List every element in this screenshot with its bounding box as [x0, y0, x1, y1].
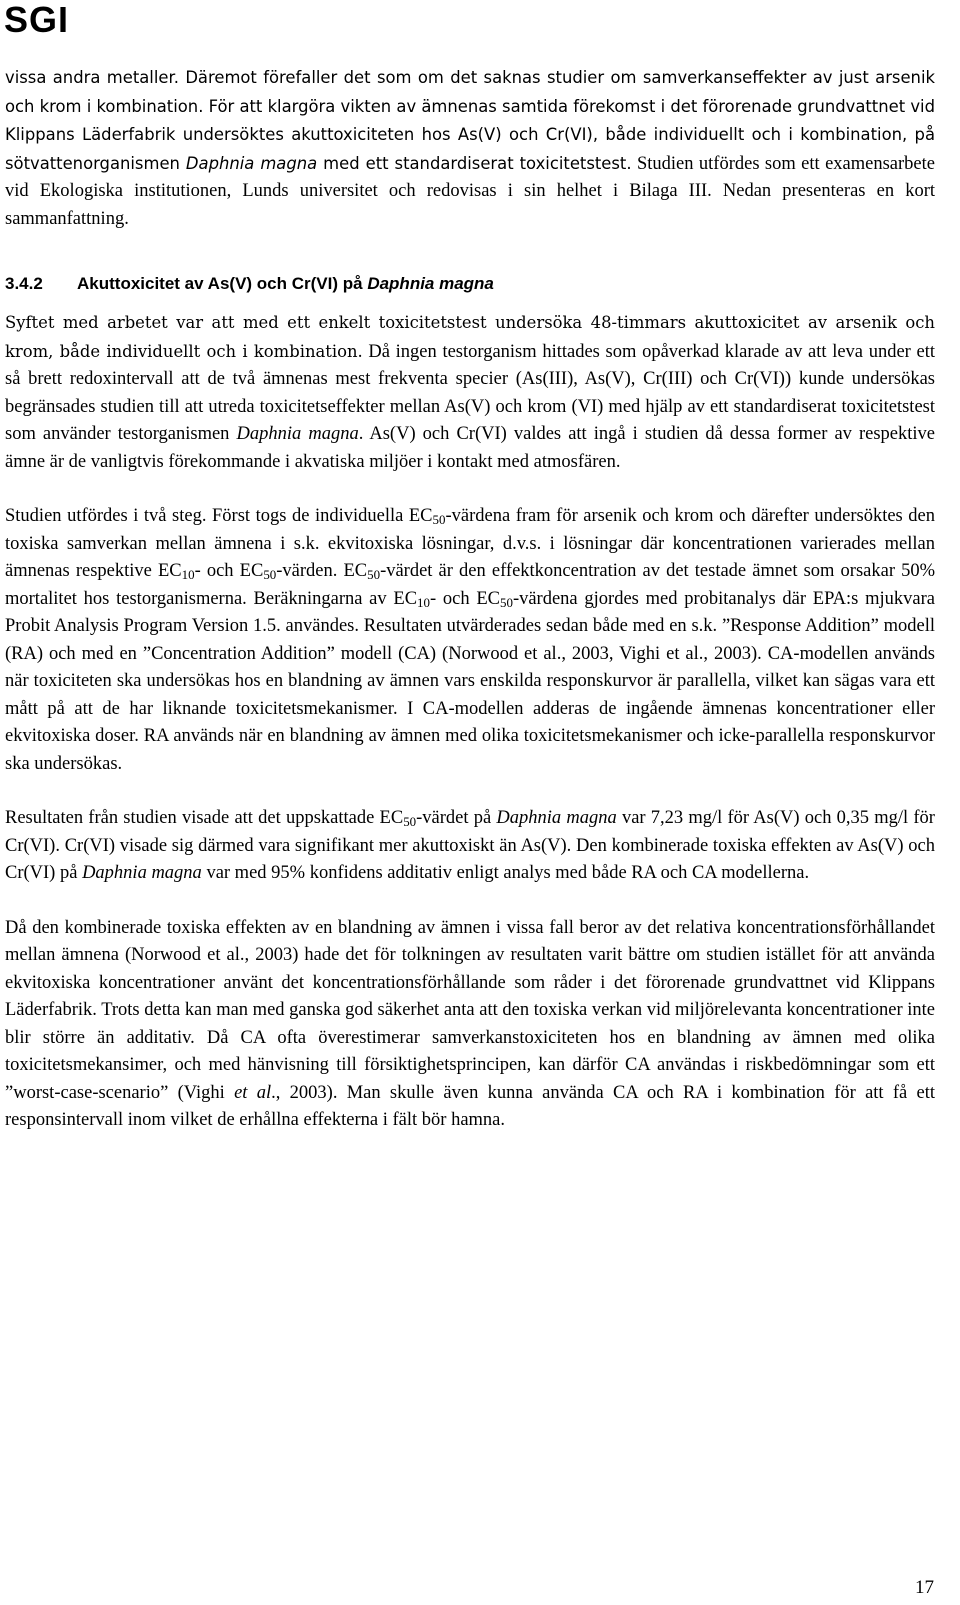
- results-text-4: var med 95% konfidens additativ enligt analys med både RA och CA modellerna.: [201, 863, 810, 883]
- results-text-3: var 7,23 mg/l för As(V) och 0,35 mg/l för Cr(VI). Cr(VI) visade sig därmed vara signifikant mer akuttoxiskt än As(V). Den kombinerade toxiska effekten av As(V) och Cr(VI) på: [5, 808, 935, 883]
- discussion-etal: et al: [234, 1082, 272, 1103]
- method-text-1: Studien utfördes i två steg. Först togs de individuella EC: [5, 506, 433, 526]
- intro-species: Daphnia magna: [185, 153, 318, 173]
- section-title: Akuttoxicitet av As(V) och Cr(VI) på: [77, 274, 368, 293]
- ec10-subscript: 10: [181, 567, 195, 583]
- results-text-1: Resultaten från studien visade att det uppskattade EC: [5, 808, 404, 828]
- intro-text-2: med ett standardiserat toxicitetstest.: [317, 153, 632, 173]
- intro-paragraph: [5, 64, 935, 233]
- results-species: Daphnia magna: [496, 808, 617, 828]
- intro-text-1: vissa andra metaller. Däremot förefaller det som om det saknas studier om samverkanseffekter av just arsenik och krom i kombination. För att klargöra vikten av ämnenas samtida förekomst i det förorenade grundvattnet vid Klippans Läderfabrik undersöktes akuttoxiciteten hos As(V) och Cr(VI), både individuellt och i kombination, på sötvattenorganismen: [5, 68, 935, 173]
- ec50-subscript: 50: [403, 814, 417, 830]
- page-number: 17: [915, 1577, 934, 1598]
- ec10-subscript: 10: [417, 594, 430, 610]
- ec50-subscript: 50: [367, 567, 381, 583]
- method-text-2: -värdena fram för arsenik och krom och därefter undersöktes den toxiska samverkan mellan ämnena i s.k. ekvitoxiska lösningar, d.v.s. i lösningar där koncentrationen varierades mellan ämnenas respektive EC: [5, 506, 936, 581]
- discussion-text-2: ., 2003). Man skulle även kunna använda CA och RA i kombination för att få ett responsintervall inom vilket de erhållna effekterna i fält bör hamna.: [5, 1082, 935, 1130]
- ec50-subscript: 50: [263, 567, 277, 583]
- results-species: Daphnia magna: [82, 863, 202, 883]
- discussion-text-1: Då den kombinerade toxiska effekten av en blandning av ämnen i vissa fall beror av det relativa koncentrationsförhållandet mellan ämnena (Norwood et al., 2003) hade det för tolkningen av resultaten varit bättre om studien istället för att använda ekvitoxiska koncentrationer använt det koncentrationsförhållande som råder i det förorenade grundvattnet vid Klippans Läderfabrik. Trots detta kan man med ganska god säkerhet anta att den toxiska verkan vid miljörelevanta koncentrationer inte blir större än additativ. Då CA ofta överestimerar samverkanstoxiciteten hos en blandning av ämnen med olika toxicitetsmekansimer, och med hänvisning till försiktighetsprincipen, kan därför CA användas i riskbedömningar som ett ”worst-case-scenario” (Vighi: [5, 917, 935, 1103]
- method-text-3: - och EC: [194, 561, 264, 581]
- results-text-2: -värdet på: [416, 808, 497, 828]
- aim-text-2: Då ingen testorganism hittades som opåverkad klarade av att leva under ett så brett redoxintervall att de två ämnenas mest frekventa specier (As(III), As(V), Cr(III) och Cr(VI)) kunde undersökas begränsades studien till att utreda toxicitetseffekter mellan As(V) och krom (VI) med hjälp av ett standardiserat toxicitetstest som använder testorganismen: [5, 341, 935, 444]
- ec50-subscript: 50: [432, 512, 446, 528]
- results-paragraph: [5, 805, 935, 888]
- aim-paragraph: [5, 309, 935, 476]
- ec50-subscript: 50: [500, 594, 513, 610]
- method-text-5: -värdet är den effektkoncentration av det testade ämnet som orsakar 50% mortalitet hos testorganismerna. Beräkningarna av EC: [5, 561, 935, 609]
- page-content: [5, 64, 935, 1135]
- method-text-4: -värden. EC: [276, 561, 368, 581]
- section-heading: [5, 273, 935, 295]
- aim-species: Daphnia magna: [236, 424, 359, 444]
- aim-text-1: Syftet med arbetet var att med ett enkelt toxicitetstest undersöka 48-timmars akuttoxicitet av arsenik och krom, både individuellt och i kombination.: [5, 313, 935, 361]
- aim-text-3: . As(V) och Cr(VI) valdes att ingå i studien då dessa former av respektive ämne är de vanligtvis förekommande i akvatiska miljöer i kontakt med atmosfären.: [5, 424, 935, 472]
- method-paragraph: [5, 503, 935, 778]
- method-text-6: - och EC: [429, 588, 500, 609]
- sgi-logo: SGI: [4, 0, 70, 40]
- section-number: 3.4.2: [5, 274, 43, 293]
- section-title-species: Daphnia magna: [367, 274, 494, 293]
- intro-text-3: Studien utfördes som ett examensarbete vid Ekologiska institutionen, Lunds universitet och redovisas i sin helhet i Bilaga III. Nedan presenteras en kort sammanfattning.: [5, 153, 935, 229]
- discussion-paragraph: [5, 915, 935, 1135]
- method-text-7: -värdena gjordes med probitanalys där EPA:s mjukvara Probit Analysis Program Version 1.5. användes. Resultaten utvärderades sedan både med en s.k. ”Response Addition” modell (RA) och med en ”Concentration Addition” modell (CA) (Norwood et al., 2003, Vighi et al., 2003). CA-modellen används när toxiciteten ska undersökas hos en blandning av ämnen vars enskilda responskurvor är parallella, vilket kan sägas vara ett mått på att de har liknande toxicitetsmekanismer. I CA-modellen adderas de ingående ämnenas koncentrationer eller ekvitoxiska doser. RA används när en blandning av ämnen med olika toxicitetsmekanismer och icke-parallella responskurvor ska undersökas.: [5, 588, 935, 774]
